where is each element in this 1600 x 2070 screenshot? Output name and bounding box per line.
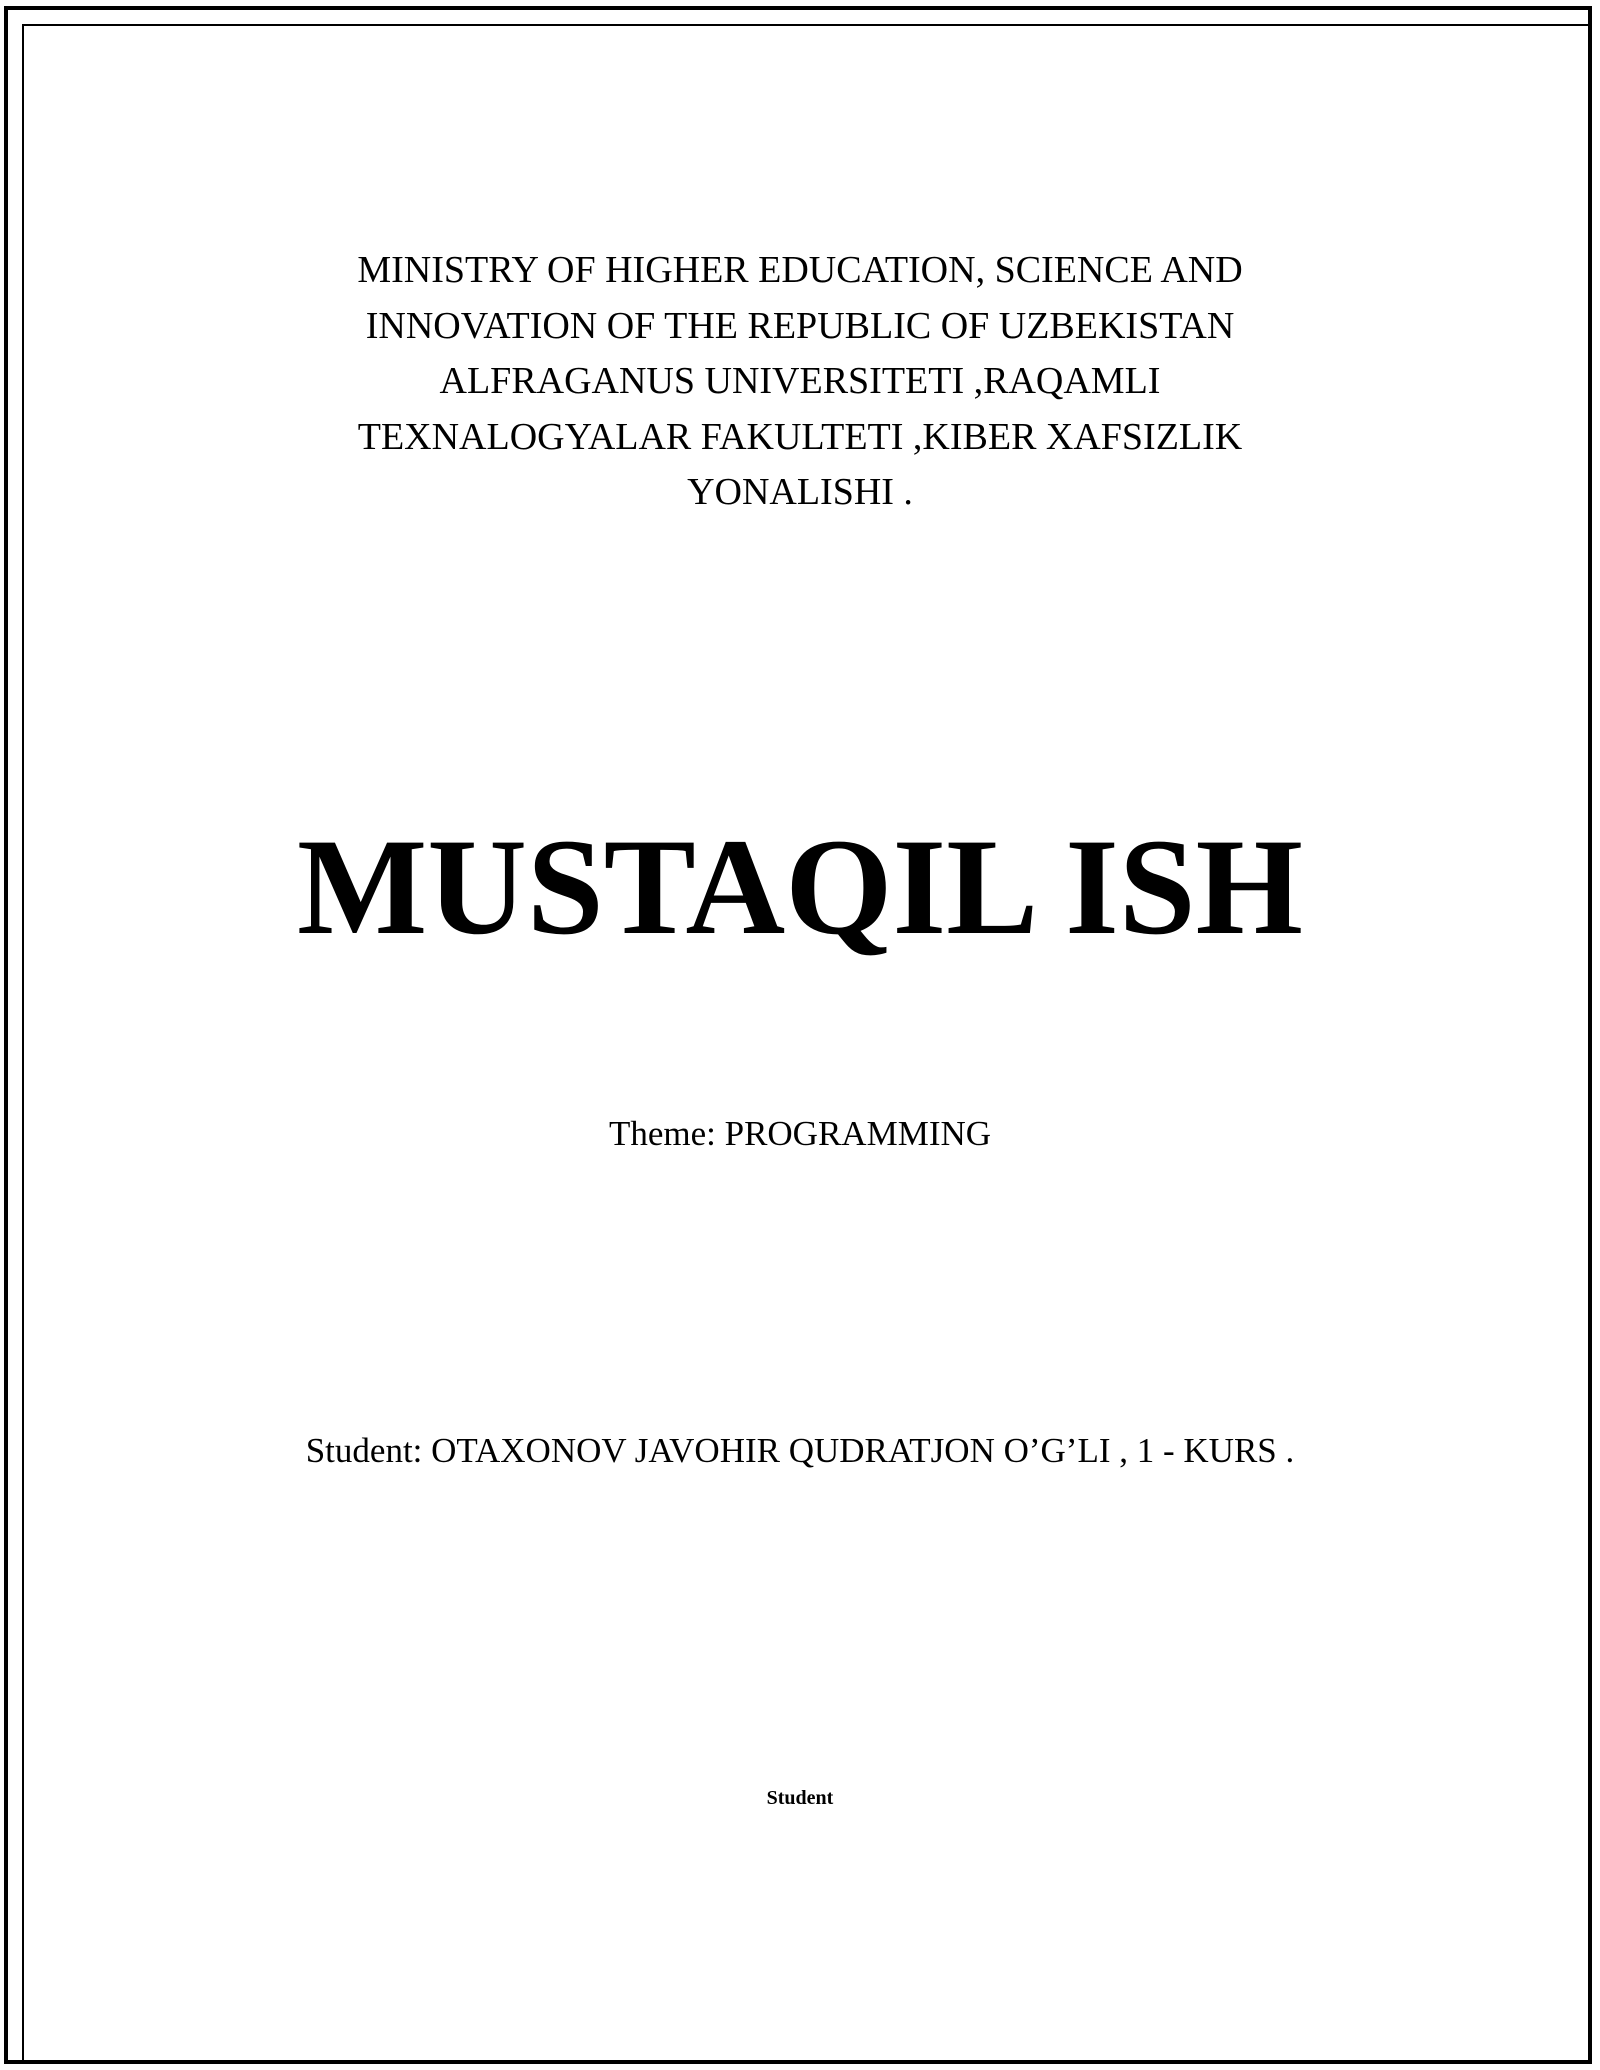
- header-line: ALFRAGANUS UNIVERSITETI ,RAQAMLI: [439, 360, 1161, 402]
- ministry-header: [260, 243, 1340, 521]
- student-label: Student: [766, 1787, 834, 1809]
- header-line: YONALISHI .: [687, 471, 913, 513]
- header-line: TEXNALOGYALAR FAKULTETI ,KIBER XAFSIZLIK: [357, 415, 1243, 458]
- student-info: Student: OTAXONOV JAVOHIR QUDRATJON O’G’LI , 1 - KURS .: [305, 1431, 1295, 1470]
- theme-line: Theme: PROGRAMMING: [608, 1114, 992, 1153]
- header-line: INNOVATION OF THE REPUBLIC OF UZBEKISTAN: [365, 304, 1235, 347]
- document-title: MUSTAQIL ISH: [297, 810, 1303, 963]
- header-line: MINISTRY OF HIGHER EDUCATION, SCIENCE AND: [357, 249, 1243, 291]
